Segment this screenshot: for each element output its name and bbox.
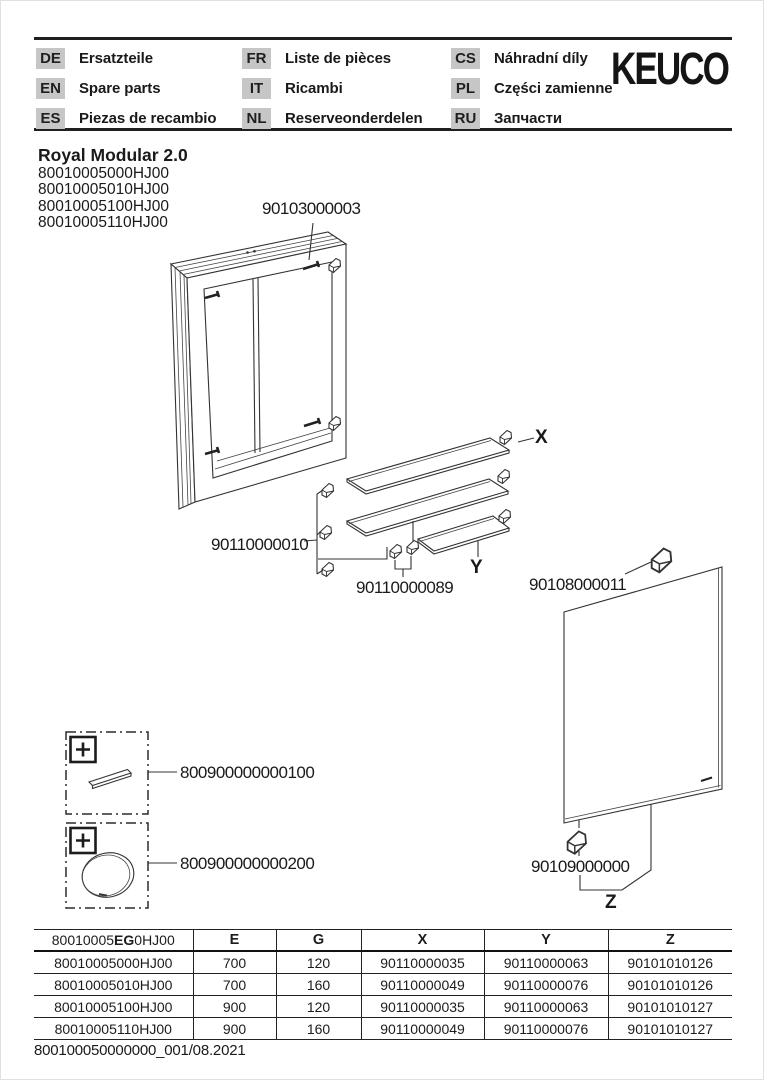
cell-z: 90101010126 bbox=[608, 951, 732, 974]
cell-e: 900 bbox=[193, 996, 276, 1018]
language-label: Запчасти bbox=[494, 110, 562, 127]
part-label-accessory-strip: 800900000000100 bbox=[180, 763, 315, 782]
plus-icon bbox=[71, 737, 96, 762]
cell-y: 90110000076 bbox=[484, 1018, 608, 1040]
language-label: Ersatzteile bbox=[79, 50, 153, 67]
accessory-round-mirror-box bbox=[66, 823, 177, 908]
variant-parts-table bbox=[34, 929, 732, 1040]
accessory-strip-box bbox=[66, 732, 177, 814]
language-label: Spare parts bbox=[79, 80, 161, 97]
cell-z: 90101010127 bbox=[608, 1018, 732, 1040]
cell-y: 90110000063 bbox=[484, 996, 608, 1018]
cell-g: 120 bbox=[276, 996, 361, 1018]
language-code-badge: IT bbox=[242, 78, 271, 99]
cell-z: 90101010127 bbox=[608, 996, 732, 1018]
part-label-cabinet-fitting: 90103000003 bbox=[262, 199, 361, 218]
cell-y: 90110000063 bbox=[484, 951, 608, 974]
cell-e: 700 bbox=[193, 951, 276, 974]
cell-model: 80010005100HJ00 bbox=[34, 996, 193, 1018]
cell-g: 160 bbox=[276, 974, 361, 996]
part-label-shelf-clip-pair: 90110000089 bbox=[356, 578, 454, 597]
language-label: Części zamienne bbox=[494, 80, 613, 97]
cell-g: 160 bbox=[276, 1018, 361, 1040]
language-label: Náhradní díly bbox=[494, 50, 588, 67]
cell-model: 80010005110HJ00 bbox=[34, 1018, 193, 1040]
table-header-x: X bbox=[361, 930, 484, 952]
language-code-badge: FR bbox=[242, 48, 271, 69]
table-row bbox=[34, 974, 732, 996]
cell-e: 900 bbox=[193, 1018, 276, 1040]
mirror-mounting-clip bbox=[568, 831, 586, 853]
language-label: Reserveonderdelen bbox=[285, 110, 423, 127]
language-code-badge: EN bbox=[36, 78, 65, 99]
cell-model: 80010005010HJ00 bbox=[34, 974, 193, 996]
ref-label-x: X bbox=[535, 427, 548, 448]
table-header-row bbox=[34, 930, 732, 952]
table-header-g: G bbox=[276, 930, 361, 952]
ref-label-z: Z bbox=[605, 892, 617, 913]
language-code-badge: DE bbox=[36, 48, 65, 69]
product-title: Royal Modular 2.0 bbox=[38, 145, 188, 165]
glass-shelves-drawing bbox=[320, 431, 512, 577]
part-label-mirror-mounting-clip: 90109000000 bbox=[531, 857, 630, 876]
table-row bbox=[34, 1018, 732, 1040]
part-label-accessory-round-mirror: 800900000000200 bbox=[180, 854, 315, 873]
cell-y: 90110000076 bbox=[484, 974, 608, 996]
part-label-top-mounting-clip: 90108000011 bbox=[529, 575, 627, 594]
table-header-y: Y bbox=[484, 930, 608, 952]
exploded-view-diagram bbox=[1, 1, 764, 1080]
table-header-e: E bbox=[193, 930, 276, 952]
language-label: Liste de pièces bbox=[285, 50, 392, 67]
model-number: 80010005010HJ00 bbox=[38, 181, 170, 199]
language-code-badge: RU bbox=[451, 108, 480, 129]
language-code-badge: PL bbox=[451, 78, 480, 99]
language-code-badge: ES bbox=[36, 108, 65, 129]
ref-label-y: Y bbox=[470, 557, 483, 578]
model-number: 80010005000HJ00 bbox=[38, 165, 170, 182]
table-header-z: Z bbox=[608, 930, 732, 952]
language-label: Ricambi bbox=[285, 80, 343, 97]
table-row bbox=[34, 996, 732, 1018]
cell-e: 700 bbox=[193, 974, 276, 996]
model-number: 80010005100HJ00 bbox=[38, 197, 170, 215]
table-header-model: 80010005EG0HJ00 bbox=[34, 930, 193, 952]
part-label-shelf-clip-set: 90110000010 bbox=[211, 535, 309, 554]
cell-x: 90110000035 bbox=[361, 951, 484, 974]
cell-x: 90110000049 bbox=[361, 974, 484, 996]
language-code-badge: NL bbox=[242, 108, 271, 129]
top-mounting-clip bbox=[652, 549, 672, 573]
plus-icon bbox=[71, 828, 96, 853]
cell-model: 80010005000HJ00 bbox=[54, 954, 173, 971]
model-number: 80010005110HJ00 bbox=[38, 213, 168, 231]
cell-z: 90101010126 bbox=[608, 974, 732, 996]
cell-g: 120 bbox=[276, 951, 361, 974]
language-code-badge: CS bbox=[451, 48, 480, 69]
document-id: 800100050000000_001/08.2021 bbox=[34, 1042, 246, 1059]
language-label: Piezas de recambio bbox=[79, 110, 217, 127]
cell-x: 90110000035 bbox=[361, 996, 484, 1018]
keuco-logo: KEUCO bbox=[611, 43, 729, 94]
table-row bbox=[34, 951, 732, 974]
cabinet-body-drawing bbox=[171, 232, 346, 509]
cell-x: 90110000049 bbox=[361, 1018, 484, 1040]
